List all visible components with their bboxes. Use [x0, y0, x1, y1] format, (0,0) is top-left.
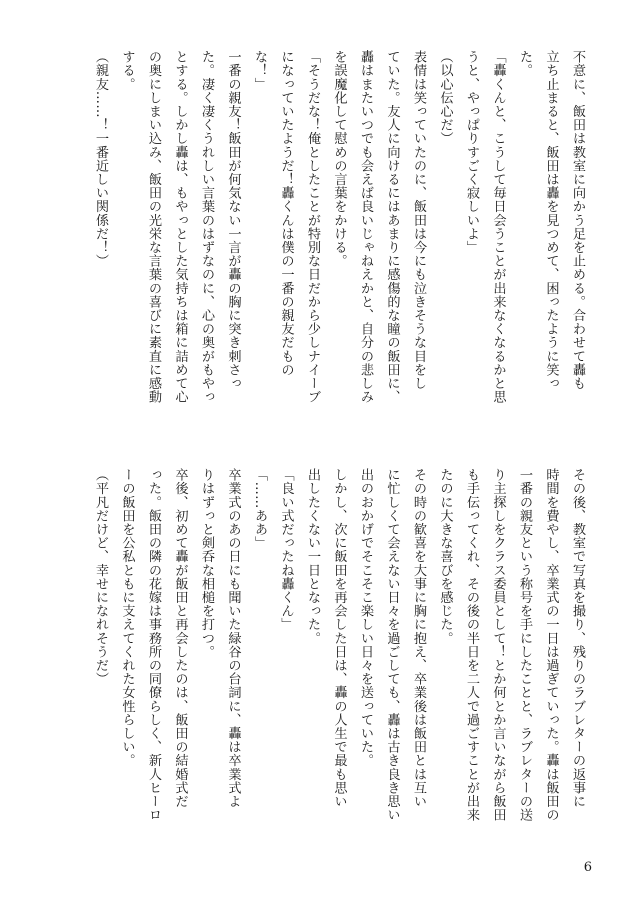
bottom-text-line: 出したくない一日となった。: [305, 468, 320, 645]
top-text-line: を誤魔化して慰めの言葉をかける。: [331, 50, 347, 268]
top-text-line: になっていたようだ！轟くんは僕の一番の親友だもの: [278, 50, 294, 377]
top-text-line: （親友……！一番近しい関係だ！）: [93, 50, 108, 268]
bottom-text-line: り主探しをクラス委員として！とか何とか言いながら飯田: [490, 468, 506, 822]
top-text-line: ていた。友人に向けるにはあまりに感傷的な瞳の飯田に、: [384, 50, 400, 404]
bottom-text-line: 「良い式だったね轟くん」: [278, 468, 294, 632]
top-text-line: 不意に、飯田は教室に向かう足を止める。合わせて轟も: [570, 50, 585, 390]
bottom-text-block: [42, 468, 590, 888]
top-text-block: [42, 50, 590, 470]
bottom-text-line: その時の歓喜を大事に胸に抱え、卒業後は飯田とは互い: [411, 468, 426, 808]
top-text-line: する。: [119, 50, 135, 91]
top-text-line: うと、やっぱりすごく寂しいよ」: [464, 50, 479, 254]
top-text-line: 立ち止まると、飯田は轟を見つめて、困ったように笑っ: [543, 50, 559, 390]
page-number: 6: [583, 860, 592, 875]
bottom-text-line: その後、教室で写真を撮り、残りのラブレターの返事に: [570, 468, 585, 808]
bottom-text-line: 一番の親友という称号を手にしたことと、ラブレターの送: [517, 468, 532, 822]
top-text-line: 「轟くんと、こうして毎日会うことが出来なくなるかと思: [490, 50, 506, 404]
bottom-text-line: りはずっと剣呑な相槌を打つ。: [199, 468, 214, 659]
top-text-line: 「そうだな！俺としたことが特別な日だから少しナイーブ: [305, 50, 320, 404]
bottom-text-line: たのに大きな喜びを感じた。: [437, 468, 453, 645]
bottom-text-line: 出のおかげでそこそこ楽しい日々を送っていた。: [358, 468, 373, 768]
top-text-line: 轟はまたいつでも会えば良いじゃねえかと、自分の悲しみ: [358, 50, 373, 404]
bottom-text-line: に忙しくて会えない日々を過ごしても、轟は古き良き思い: [384, 468, 400, 822]
top-text-line: の奥にしまい込み、飯田の光栄な言葉の喜びに素直に感動: [146, 50, 161, 404]
top-text-line: な！」: [252, 50, 267, 91]
bottom-text-line: （平凡だけど、幸せになれそうだ）: [93, 468, 108, 686]
bottom-text-line: 「……ああ」: [252, 468, 267, 550]
bottom-text-line: 卒後、初めて轟が飯田と再会したのは、飯田の結婚式だ: [172, 468, 188, 808]
top-text-line: とする。しかし轟は、もやっとした気持ちは箱に詰めて心: [172, 50, 188, 404]
bottom-text-line: も手伝ってくれ、その後の半日を二人で過ごすことが出来: [464, 468, 479, 822]
top-text-line: た。: [517, 50, 532, 78]
top-text-line: 一番の親友！飯田が何気ない一言が轟の胸に突き刺さっ: [225, 50, 241, 390]
bottom-text-line: しかし、次に飯田を再会した日は、轟の人生で最も思い: [331, 468, 347, 808]
bottom-text-line: 時間を費やし、卒業式の一日は過ぎていった。轟は飯田の: [543, 468, 559, 822]
top-text-line: 表情は笑っていたのに、飯田は今にも泣きそうな目をし: [411, 50, 426, 390]
bottom-text-line: 卒業式のあの日にも聞いた緑谷の台詞に、轟は卒業式よ: [225, 468, 241, 808]
top-text-line: （以心伝心だ）: [437, 50, 453, 146]
bottom-text-line: った。飯田の隣の花嫁は事務所の同僚らしく、新人ヒーロ: [146, 468, 161, 822]
top-text-line: た。凄く凄くうれしい言葉のはずなのに、心の奥がもやっ: [199, 50, 214, 404]
bottom-text-line: ーの飯田を公私ともに支えてくれた女性らしい。: [119, 468, 135, 768]
